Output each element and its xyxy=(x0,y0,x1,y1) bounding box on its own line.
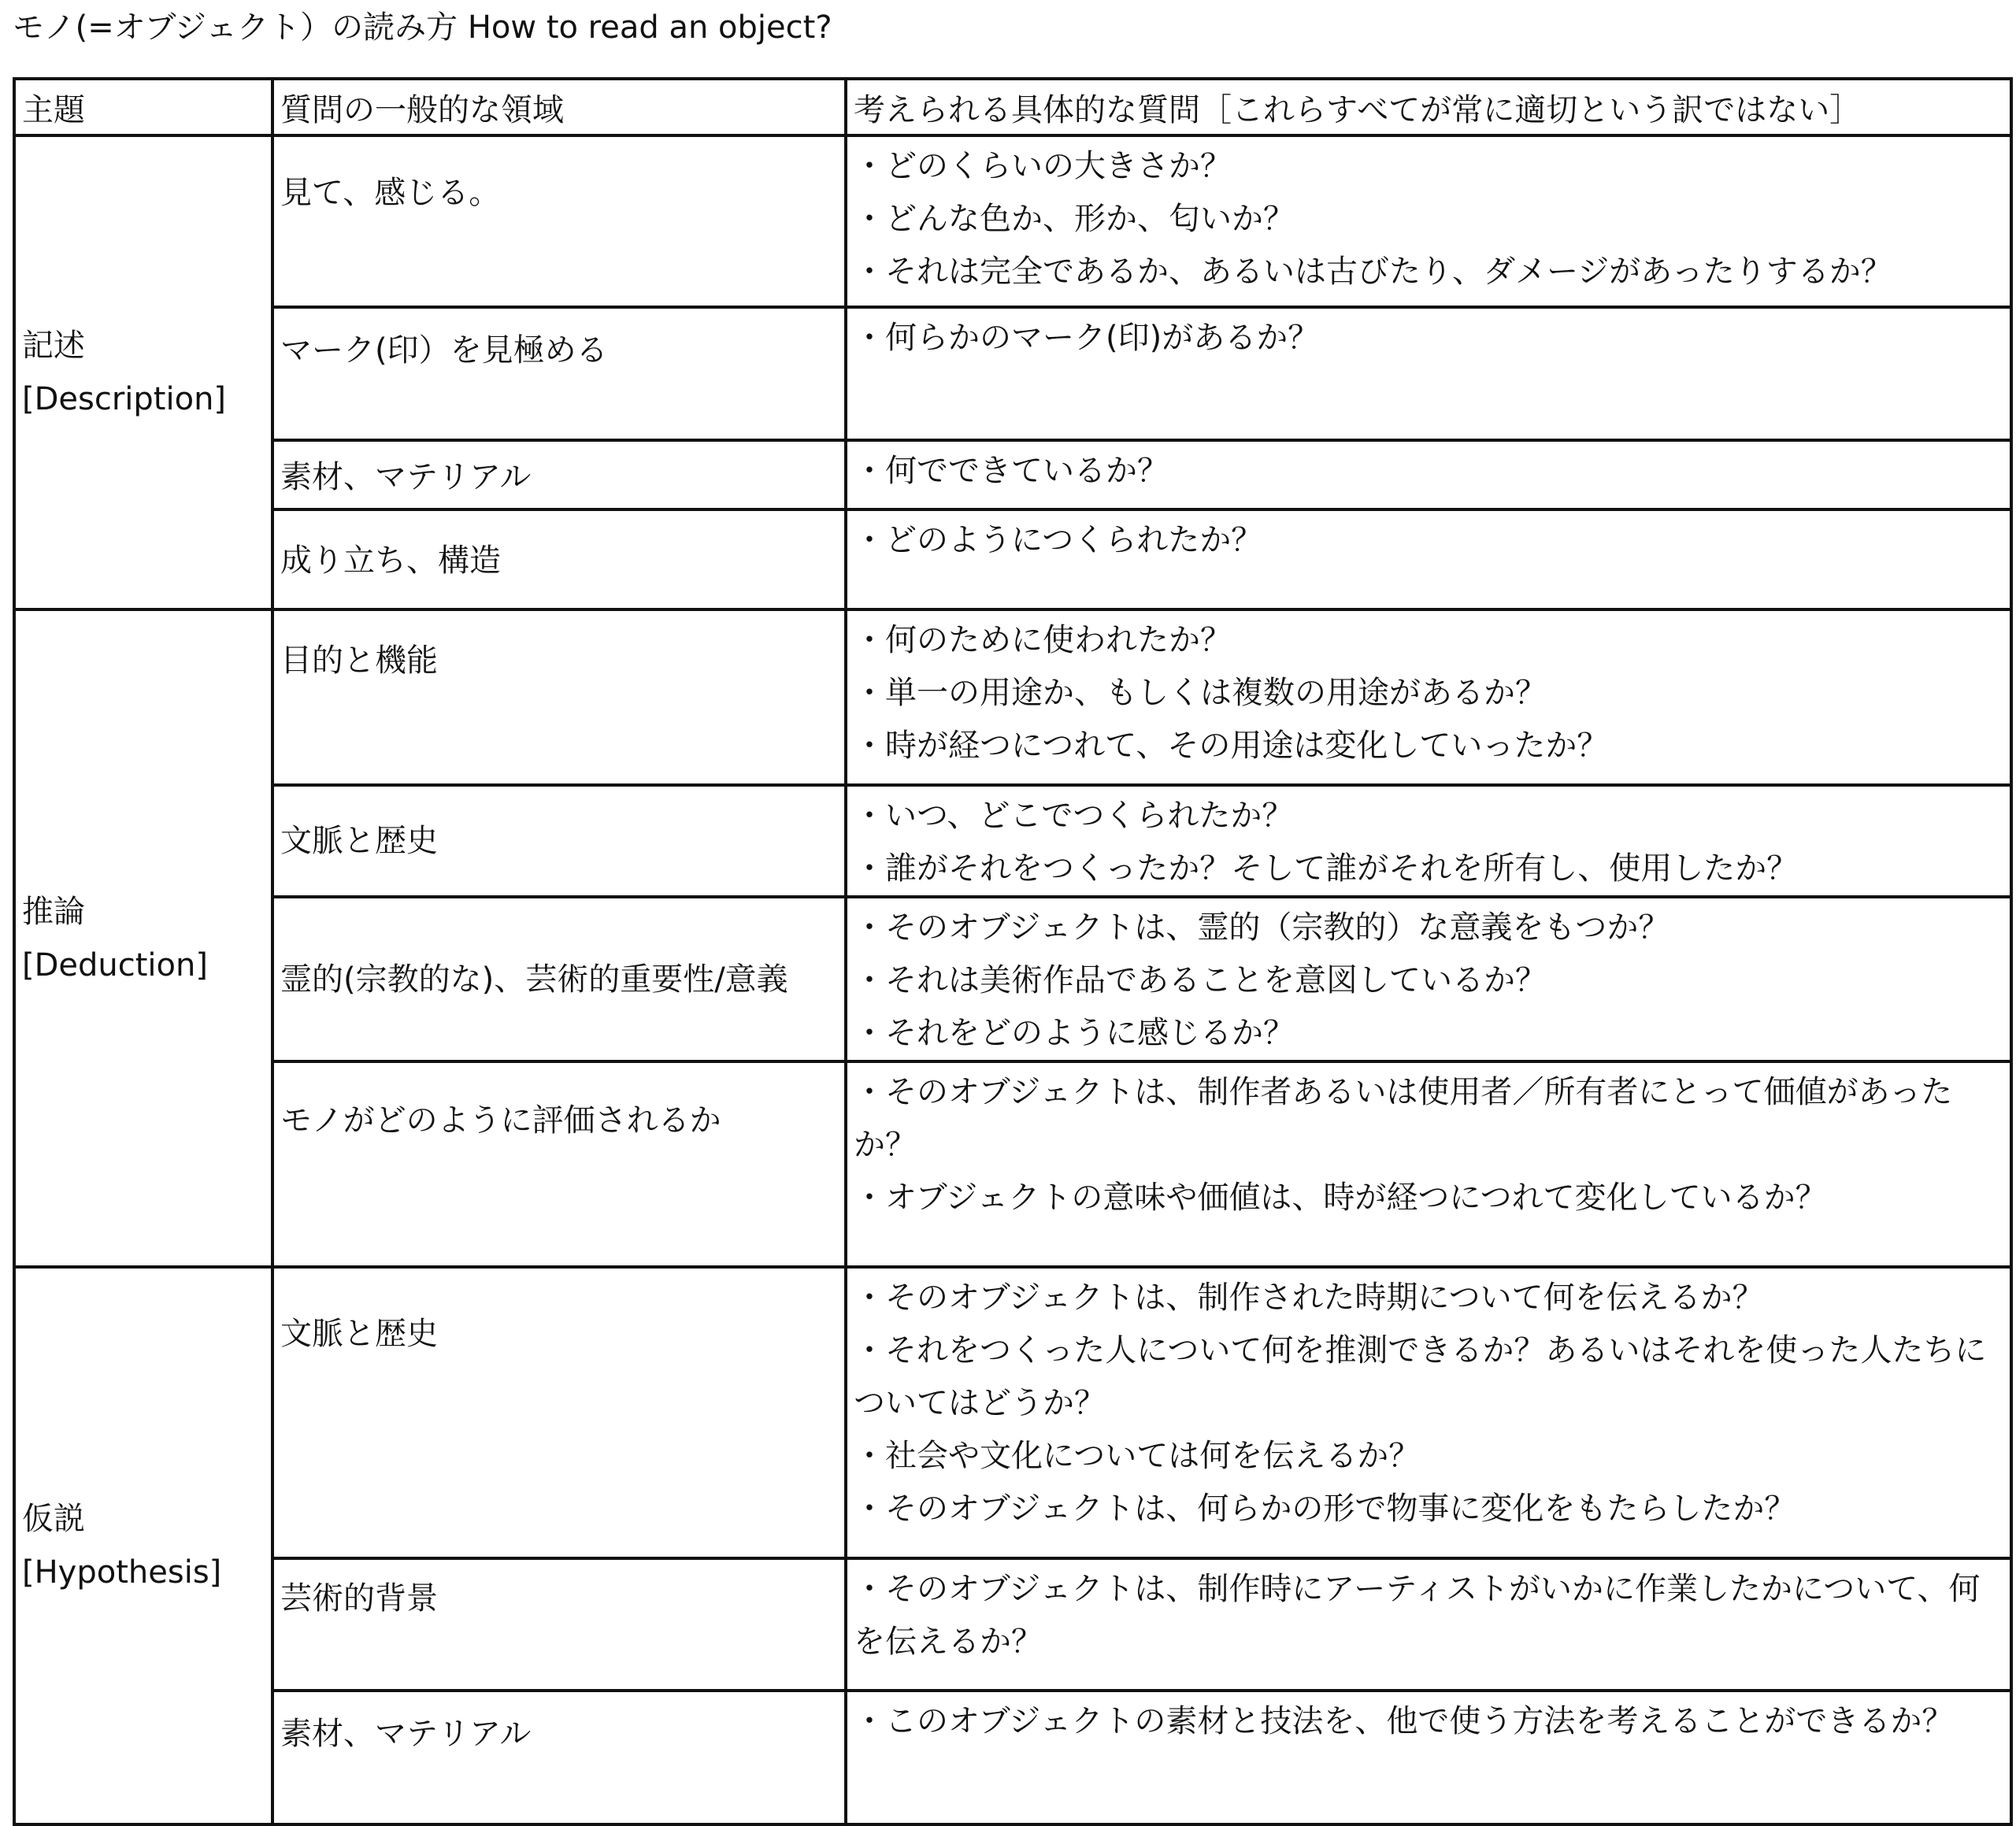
area-cell: モノがどのように評価されるか xyxy=(272,1061,846,1267)
table-row xyxy=(14,1061,2011,1267)
question-item: ・このオブジェクトの素材と技法を、他で使う方法を考えることができるか？ xyxy=(854,1703,1954,1739)
area-cell: 目的と機能 xyxy=(272,609,846,785)
questions-cell xyxy=(846,509,2011,609)
question-item: ・そのオブジェクトは、制作者あるいは使用者／所有者にとって価値があったか？ xyxy=(854,1074,1953,1163)
table-row xyxy=(14,609,2011,785)
question-item: ・どんな色か、形か、匂いか？ xyxy=(854,201,1295,237)
question-item: ・どのくらいの大きさか？ xyxy=(854,148,1232,184)
questions-cell xyxy=(846,1691,2011,1824)
question-item: ・何のために使われたか？ xyxy=(854,622,1232,658)
question-item: ・単一の用途か、もしくは複数の用途があるか？ xyxy=(854,675,1547,711)
question-item: ・それをどのように感じるか？ xyxy=(854,1015,1295,1051)
theme-cell-deduction xyxy=(14,609,272,1267)
theme-label-en: [Hypothesis] xyxy=(22,1554,222,1591)
question-item: ・そのオブジェクトは、制作時にアーティストがいかに作業したかについて、何を伝えるか？ xyxy=(854,1571,1981,1660)
header-questions: 考えられる具体的な質問［これらすべてが常に適切という訳ではない］ xyxy=(846,79,2011,135)
table-row xyxy=(14,307,2011,440)
theme-label-jp: 仮説 xyxy=(22,1501,85,1537)
table-row xyxy=(14,135,2011,307)
theme-label-en: [Description] xyxy=(22,381,227,417)
area-cell: 芸術的背景 xyxy=(272,1558,846,1691)
area-cell: 霊的(宗教的な)、芸術的重要性/意義 xyxy=(272,897,846,1061)
table-row xyxy=(14,440,2011,509)
table-row xyxy=(14,785,2011,897)
questions-cell xyxy=(846,135,2011,307)
question-item: ・誰がそれをつくったか？そして誰がそれを所有し、使用したか？ xyxy=(854,850,1799,887)
theme-label-jp: 記述 xyxy=(22,328,85,364)
area-cell: 文脈と歴史 xyxy=(272,785,846,897)
table-row xyxy=(14,1558,2011,1691)
area-cell: 素材、マテリアル xyxy=(272,440,846,509)
questions-cell xyxy=(846,307,2011,440)
question-item: ・そのオブジェクトは、霊的（宗教的）な意義をもつか？ xyxy=(854,909,1670,946)
header-row xyxy=(14,79,2011,135)
question-item: ・それは美術作品であることを意図しているか？ xyxy=(854,962,1547,998)
question-item: ・それは完全であるか、あるいは古びたり、ダメージがあったりするか？ xyxy=(854,254,1892,290)
area-cell: 素材、マテリアル xyxy=(272,1691,846,1824)
question-item: ・そのオブジェクトは、何らかの形で物事に変化をもたらしたか？ xyxy=(854,1491,1796,1527)
questions-cell xyxy=(846,785,2011,897)
area-cell: 文脈と歴史 xyxy=(272,1267,846,1558)
question-item: ・オブジェクトの意味や価値は、時が経つにつれて変化しているか？ xyxy=(854,1180,1827,1216)
question-item: ・そのオブジェクトは、制作された時期について何を伝えるか？ xyxy=(854,1280,1764,1316)
table-row xyxy=(14,1691,2011,1824)
questions-cell xyxy=(846,897,2011,1061)
question-item: ・何でできているか？ xyxy=(854,453,1169,489)
area-cell: 見て、感じる。 xyxy=(272,135,846,307)
header-area: 質問の一般的な領域 xyxy=(272,79,846,135)
questions-cell xyxy=(846,440,2011,509)
questions-cell xyxy=(846,1558,2011,1691)
question-item: ・それをつくった人について何を推測できるか？あるいはそれを使った人たちについてはどうか？ xyxy=(854,1332,1987,1421)
table-row xyxy=(14,509,2011,609)
theme-cell-hypothesis xyxy=(14,1267,272,1824)
table-row xyxy=(14,897,2011,1061)
questions-cell xyxy=(846,1267,2011,1558)
header-theme: 主題 xyxy=(14,79,272,135)
area-cell: 成り立ち、構造 xyxy=(272,509,846,609)
question-item: ・どのようにつくられたか？ xyxy=(854,522,1263,558)
questions-cell xyxy=(846,1061,2011,1267)
question-item: ・時が経つにつれて、その用途は変化していったか？ xyxy=(854,728,1609,764)
table-row xyxy=(14,1267,2011,1558)
question-item: ・何らかのマーク(印)があるか？ xyxy=(854,320,1320,356)
theme-cell-description xyxy=(14,135,272,609)
theme-label-en: [Deduction] xyxy=(22,946,208,983)
questions-table xyxy=(13,77,2013,1826)
question-item: ・いつ、どこでつくられたか？ xyxy=(854,798,1294,834)
theme-label-jp: 推論 xyxy=(22,893,85,930)
questions-cell xyxy=(846,609,2011,785)
area-cell: マーク(印）を見極める xyxy=(272,307,846,440)
page-title: モノ(=オブジェクト）の読み方 How to read an object? xyxy=(13,9,832,46)
question-item: ・社会や文化については何を伝えるか？ xyxy=(854,1438,1421,1474)
